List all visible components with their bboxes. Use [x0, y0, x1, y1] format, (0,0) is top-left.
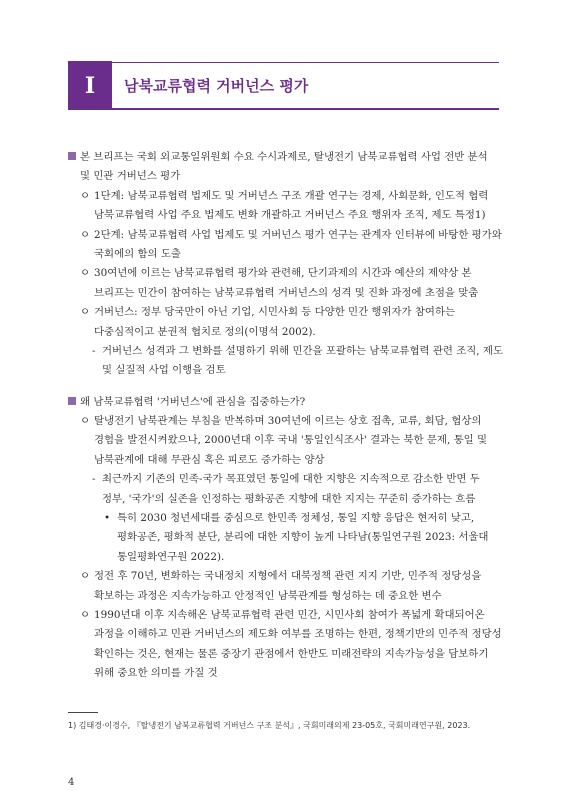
- text-line: [68, 264, 504, 283]
- bullet-marker: ㅇ: [80, 306, 91, 319]
- line-text: 최근까지 기존의 민족-국가 목표였던 통일에 대한 지향은 지속적으로 감소한 반면 두: [102, 473, 480, 486]
- line-text: 30여년에 이르는 남북교류협력 평가와 관련해, 단기과제의 시간과 예산의 제약상 본: [94, 267, 472, 280]
- square-bullet-icon: [68, 152, 76, 160]
- line-text: 통일평화연구원 2022).: [117, 550, 225, 563]
- line-text: 과정을 이해하고 민관 거버넌스의 제도화 여부를 조명하는 한편, 정책기반의 민주적 정당성: [94, 628, 502, 641]
- text-line: [68, 625, 504, 644]
- square-bullet-icon: [68, 397, 76, 405]
- text-line: [68, 342, 504, 361]
- text-line: [68, 167, 504, 186]
- line-text: 및 민관 거버넌스 평가: [80, 170, 181, 183]
- content-section: [68, 393, 504, 684]
- text-line: [68, 664, 504, 683]
- text-line: [68, 587, 504, 606]
- text-line: [68, 528, 504, 547]
- line-text: 경험을 발전시켜왔으나, 2000년대 이후 국내 '통일인식조사' 결과는 북한 문제, 통일 및: [94, 434, 487, 447]
- line-text: 남북교류협력 사업 주요 법제도 변화 개괄하고 거버넌스 주요 행위자 조직, 제도 특정1): [94, 209, 486, 222]
- footnote-rule: [68, 712, 98, 713]
- footnote: 1) 김태경·이경수, 『탈냉전기 남북교류협력 거버넌스 구조 분석』, 국회미래의제 23-05호, 국회미래연구원, 2023.: [68, 721, 471, 730]
- text-line: [68, 148, 504, 167]
- line-text: 남북관계에 대해 무관심 혹은 피로도 증가하는 양상: [94, 453, 325, 466]
- text-line: [68, 490, 504, 509]
- content-section: [68, 148, 504, 381]
- text-line: [68, 412, 504, 431]
- text-line: [68, 206, 504, 225]
- line-text: 위해 중요한 의미를 가질 것: [94, 667, 218, 680]
- line-text: 왜 남북교류협력 '거버넌스'에 관심을 집중하는가?: [80, 395, 306, 408]
- line-text: 1단계: 남북교류협력 법제도 및 거버넌스 구조 개괄 연구는 경제, 사회문화, 인도적 협력: [94, 189, 489, 202]
- text-line: [68, 303, 504, 322]
- bullet-marker: ㅇ: [80, 570, 91, 583]
- text-line: [68, 323, 504, 342]
- text-line: [68, 470, 504, 489]
- line-text: 브리프는 민간이 참여하는 남북교류협력 거버넌스의 성격 및 진화 과정에 초점을 맞춤: [94, 286, 479, 299]
- line-text: 평화공존, 평화적 분단, 분리에 대한 지향이 높게 나타남(통일연구원 2023: 서울대: [117, 531, 489, 544]
- text-line: [68, 226, 504, 245]
- bullet-marker: -: [92, 473, 96, 486]
- text-line: [68, 645, 504, 664]
- header-top-rule: [112, 62, 499, 63]
- bullet-marker: ㅇ: [80, 189, 91, 202]
- line-text: 거버넌스: 정부 당국만이 아닌 기업, 시민사회 등 다양한 민간 행위자가 참여하는: [94, 306, 456, 319]
- line-text: 정전 후 70년, 변화하는 국내정치 지형에서 대북정책 관련 지지 기반, 민주적 정당성을: [94, 570, 482, 583]
- bullet-marker: ㅇ: [80, 608, 91, 621]
- line-text: 정부, '국가'의 실존을 인정하는 평화공존 지향에 대한 지지는 꾸준히 증가하는 흐름: [102, 492, 476, 505]
- text-line: [68, 567, 504, 586]
- bullet-marker: •: [104, 512, 111, 525]
- line-text: 국회에의 함의 도출: [94, 247, 181, 260]
- text-line: [68, 431, 504, 450]
- header-bottom-rule: [112, 108, 499, 110]
- line-text: 다중심적이고 분권적 협치로 정의(이명석 2002).: [94, 325, 316, 338]
- line-text: 및 실질적 사업 이행을 검토: [102, 364, 226, 377]
- bullet-marker: -: [92, 344, 96, 357]
- text-line: [68, 393, 504, 412]
- line-text: 확인하는 것은, 현재는 물론 중장기 관점에서 한반도 미래전략의 지속가능성을 담보하기: [94, 647, 489, 660]
- text-line: [68, 606, 504, 625]
- line-text: 특히 2030 청년세대를 중심으로 한민족 정체성, 통일 지향 응답은 현저히 낮고,: [117, 512, 475, 525]
- page-number: 4: [68, 777, 75, 788]
- section-header: [68, 61, 499, 110]
- bullet-marker: ㅇ: [80, 415, 91, 428]
- section-title: 남북교류협력 거버넌스 평가: [124, 77, 309, 95]
- line-text: 본 브리프는 국회 외교통일위원회 수요 수시과제로, 탈냉전기 남북교류협력 사업 전반 분석: [80, 151, 488, 163]
- text-line: [68, 548, 504, 567]
- text-line: [68, 509, 504, 528]
- text-line: [68, 284, 504, 303]
- line-text: 1990년대 이후 지속해온 남북교류협력 관련 민간, 시민사회 참여가 폭넓게 확대되어온: [94, 608, 485, 621]
- line-text: 거버넌스 성격과 그 변화를 설명하기 위해 민간을 포괄하는 남북교류협력 관련 조직, 제도: [102, 344, 503, 357]
- text-line: [68, 361, 504, 380]
- bullet-marker: ㅇ: [80, 228, 91, 241]
- text-line: [68, 245, 504, 264]
- line-text: 확보하는 과정은 지속가능하고 안정적인 남북관계를 형성하는 데 중요한 변수: [94, 589, 442, 602]
- text-line: [68, 187, 504, 206]
- line-text: 2단계: 남북교류협력 사업 법제도 및 거버넌스 평가 연구는 관계자 인터뷰에 바탕한 평가와: [94, 228, 502, 241]
- body-content: [68, 148, 504, 696]
- text-line: [68, 451, 504, 470]
- section-number: I: [68, 61, 112, 110]
- bullet-marker: ㅇ: [80, 267, 91, 280]
- line-text: 탈냉전기 남북관계는 부침을 반복하며 30여년에 이르는 상호 접촉, 교류, 회담, 협상의: [94, 415, 482, 428]
